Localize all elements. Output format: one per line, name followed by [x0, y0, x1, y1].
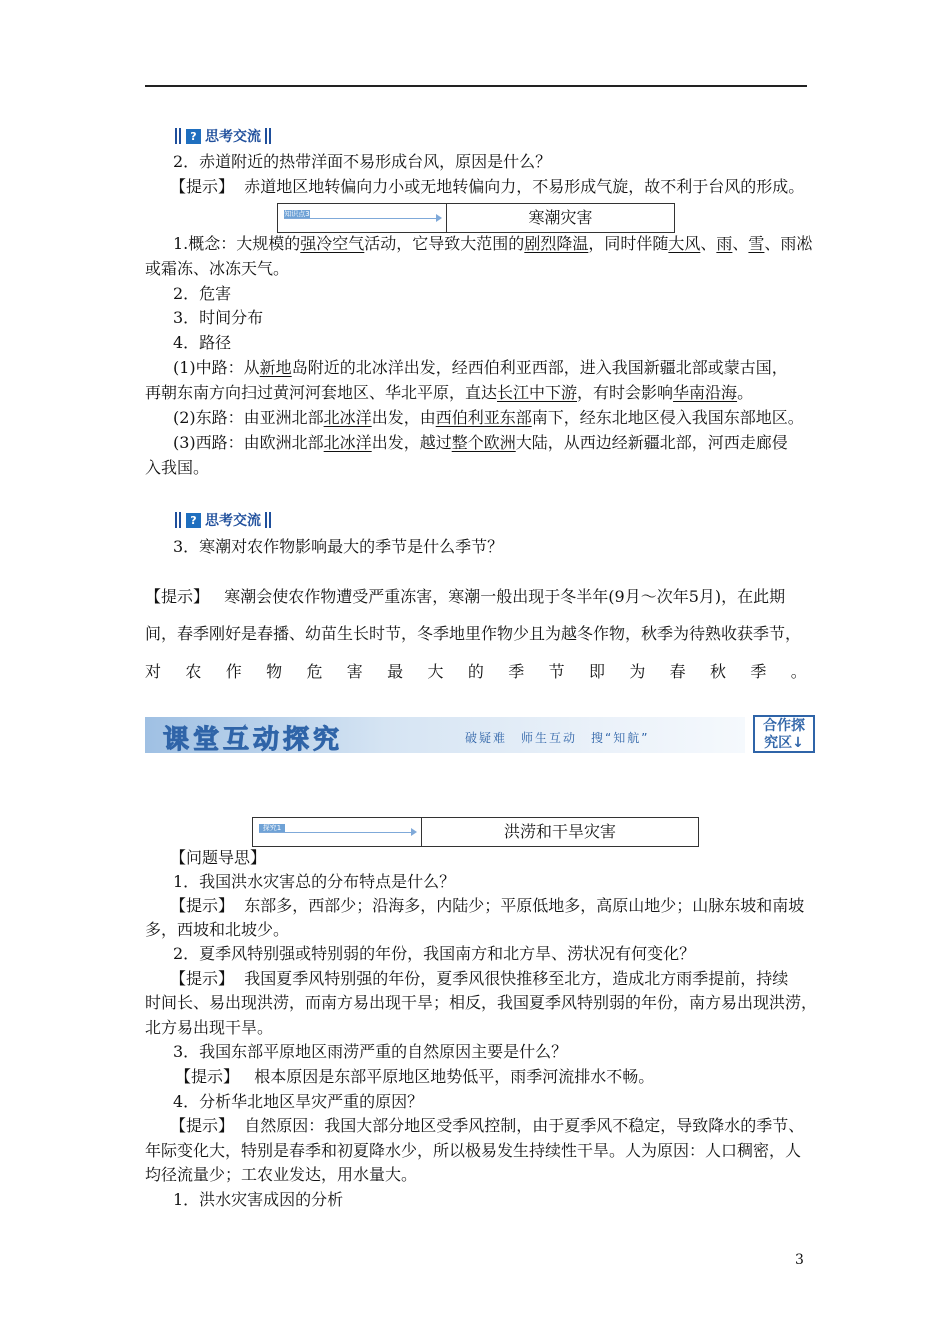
spread-char: 对	[145, 662, 162, 681]
guide-q4: 4．分析华北地区旱灾严重的原因？	[173, 1092, 424, 1111]
spread-char: 即	[588, 662, 605, 681]
route-east: (2)东路：由亚洲北部北冰洋出发，由西伯利亚东部南下，经东北地区侵入我国东部地区。	[173, 408, 804, 427]
guide-q1: 1．我国洪水灾害总的分布特点是什么？	[173, 872, 456, 891]
header-rule	[145, 85, 807, 87]
guide-q2: 2．夏季风特别强或特别弱的年份，我国南方和北方旱、涝状况有何变化？	[173, 944, 696, 963]
analysis-heading: 1．洪水灾害成因的分析	[173, 1190, 344, 1209]
section-box-cold-wave	[277, 203, 675, 233]
guide-a4-3: 均径流量少；工农业发达，用水量大。	[145, 1165, 418, 1184]
section-title: 洪涝和干旱灾害	[503, 822, 616, 841]
section-title: 寒潮灾害	[528, 208, 593, 227]
section-box-flood	[252, 817, 699, 847]
spread-char: 害	[346, 662, 363, 681]
guide-heading: 【问题导思】	[170, 848, 267, 867]
guide-a1: 【提示】 东部多，西部少；沿海多，内陆少；平原低地多，高原山地少；山脉东坡和南坡	[170, 896, 805, 915]
question-2: 2．赤道附近的热带洋面不易形成台风，原因是什么？	[173, 152, 552, 171]
spread-char: 季	[750, 662, 767, 681]
guide-a2-2: 时间长、易出现洪涝，而南方易出现干旱；相反，我国夏季风特别弱的年份，南方易出现洪涝，	[145, 993, 818, 1012]
banner-badge: 合作探 究区↓	[753, 715, 815, 753]
guide-a2: 【提示】 我国夏季风特别强的年份，夏季风很快推移至北方，造成北方雨季提前，持续	[170, 969, 789, 988]
guide-a4: 【提示】 自然原因：我国大部分地区受季风控制，由于夏季风不稳定，导致降水的季节、	[170, 1116, 805, 1135]
item-time: 3．时间分布	[173, 308, 264, 327]
spread-char: 作	[225, 662, 242, 681]
concept-line: 1.概念：大规模的强冷空气活动，它导致大范围的剧烈降温，同时伴随大风、雨、雪、雨凇	[173, 234, 813, 253]
guide-a2-3: 北方易出现干旱。	[145, 1018, 274, 1037]
question-icon: ?	[186, 129, 201, 144]
spread-char: 大	[427, 662, 444, 681]
question-icon: ?	[186, 513, 201, 528]
route-middle: (1)中路：从新地岛附近的北冰洋出发，经西伯利亚西部，进入我国新疆北部或蒙古国，	[173, 358, 788, 377]
spread-char: 节	[548, 662, 565, 681]
think-header-1: ? 思考交流	[175, 126, 273, 146]
arrow-right-icon	[436, 214, 442, 222]
hint-3-line-2: 间，春季刚好是春播、幼苗生长时节，冬季地里作物少且为越冬作物，秋季为待熟收获季节，	[145, 624, 802, 643]
route-west: (3)西路：由欧洲北部北冰洋出发，越过整个欧洲大陆，从西边经新疆北部，河西走廊侵	[173, 433, 788, 452]
spread-char: 季	[508, 662, 525, 681]
guide-a4-2: 年际变化大，特别是春季和初夏降水少，所以极易发生持续性干旱。人为原因：人口稠密，人	[145, 1141, 802, 1160]
spread-char: 农	[185, 662, 202, 681]
hint-3-line-3	[145, 660, 807, 684]
spread-char: 的	[467, 662, 484, 681]
question-3: 3．寒潮对农作物影响最大的季节是什么季节？	[173, 537, 504, 556]
guide-a3: 【提示】 根本原因是东部平原地区地势低平，雨季河流排水不畅。	[175, 1067, 655, 1086]
spread-char: 。	[790, 662, 807, 681]
item-route: 4．路径	[173, 333, 232, 352]
spread-char: 为	[629, 662, 646, 681]
banner-title: 课堂互动探究	[163, 725, 344, 755]
route-middle-2: 再朝东南方向扫过黄河河套地区、华北平原，直达长江中下游，有时会影响华南沿海。	[145, 383, 754, 402]
spread-char: 秋	[710, 662, 727, 681]
section-banner	[145, 715, 815, 755]
arrow-right-icon	[411, 828, 417, 836]
page-number: 3	[795, 1252, 804, 1268]
guide-q3: 3．我国东部平原地区雨涝严重的自然原因主要是什么？	[173, 1042, 568, 1061]
banner-subtitle: 破疑难 师生互动 搜“知航”	[465, 731, 650, 745]
route-west-2: 入我国。	[145, 458, 210, 477]
spread-char: 物	[266, 662, 283, 681]
spread-char: 春	[669, 662, 686, 681]
think-header-2: ? 思考交流	[175, 510, 273, 530]
section-tag: 探究1	[259, 824, 285, 833]
concept-line-2: 或霜冻、冰冻天气。	[145, 259, 290, 278]
section-tag: 知识点3	[284, 210, 310, 218]
hint-3-line-1: 【提示】 寒潮会使农作物遭受严重冻害，寒潮一般出现于冬半年(9月～次年5月)，在此期	[145, 587, 786, 606]
hint-2: 【提示】 赤道地区地转偏向力小或无地转偏向力，不易形成气旋，故不利于台风的形成。	[170, 177, 805, 196]
guide-a1-2: 多，西坡和北坡少。	[145, 920, 290, 939]
spread-char: 危	[306, 662, 323, 681]
spread-char: 最	[387, 662, 404, 681]
item-harm: 2．危害	[173, 284, 232, 303]
